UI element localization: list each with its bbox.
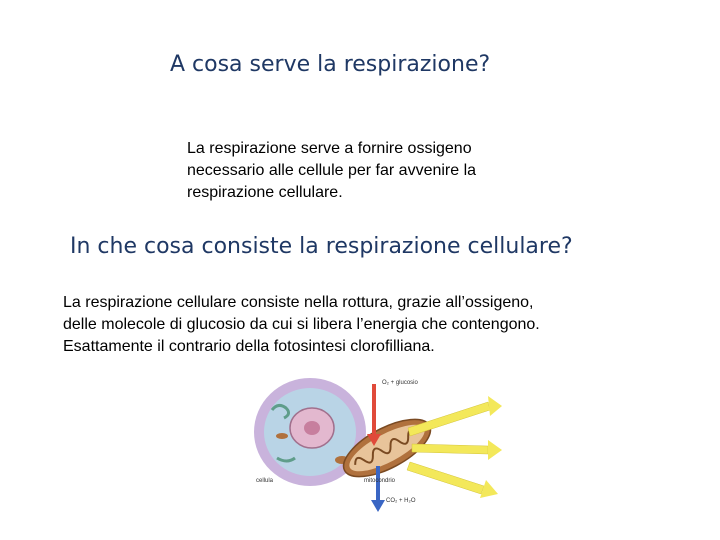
small-mitochondrion bbox=[276, 433, 288, 439]
label-cell: cellula bbox=[256, 478, 274, 484]
answer-paragraph-2 bbox=[63, 292, 703, 358]
answer1-line: respirazione cellulare. bbox=[187, 184, 343, 201]
question-heading-2: In che cosa consiste la respirazione cellulare? bbox=[70, 234, 573, 259]
label-input: O₂ + glucosio bbox=[382, 380, 418, 386]
nucleolus bbox=[304, 421, 320, 435]
question-heading-1: A cosa serve la respirazione? bbox=[170, 52, 491, 77]
answer1-line: La respirazione serve a fornire ossigeno bbox=[187, 140, 472, 157]
answer-paragraph-1 bbox=[187, 138, 587, 204]
answer1-line: necessario alle cellule per far avvenire la bbox=[187, 162, 477, 179]
cellular-respiration-illustration bbox=[252, 370, 504, 518]
label-output: CO₂ + H₂O bbox=[386, 498, 416, 504]
answer2-line: delle molecole di glucosio da cui si libera l’energia che contengono. bbox=[63, 316, 540, 333]
energy-arrow bbox=[412, 444, 488, 454]
answer2-line: La respirazione cellulare consiste nella rottura, grazie all’ossigeno, bbox=[63, 294, 534, 311]
answer2-line: Esattamente il contrario della fotosintesi clorofilliana. bbox=[63, 338, 435, 355]
illustration-svg bbox=[252, 370, 504, 518]
label-mitochondrion: mitocondrio bbox=[364, 478, 396, 484]
